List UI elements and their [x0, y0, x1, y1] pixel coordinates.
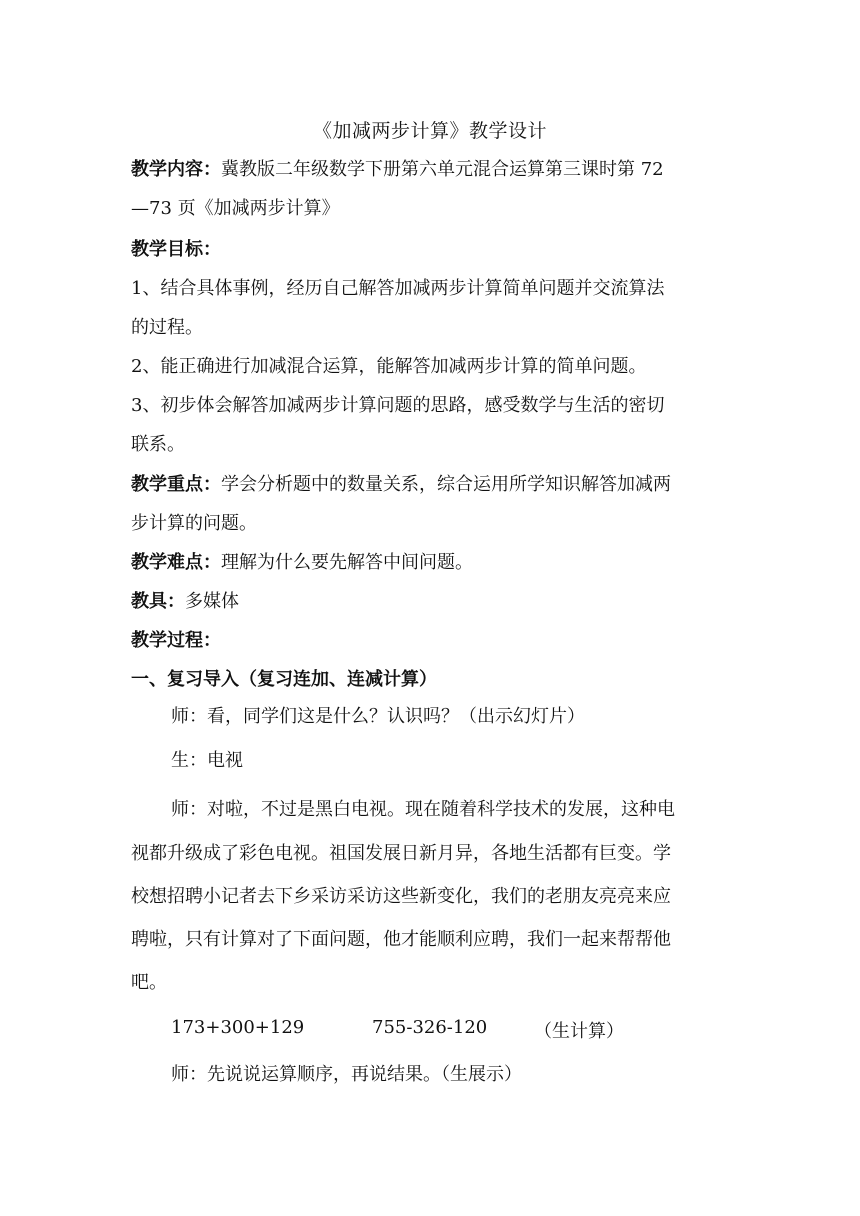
dialogue-line: 生：电视	[171, 750, 243, 771]
content-line	[131, 155, 731, 181]
section-heading: 一、复习导入（复习连加、连减计算）	[131, 669, 437, 690]
difficulty-label: 教学难点：	[131, 552, 221, 573]
tools-line	[131, 587, 731, 613]
objective-line: 的过程。	[131, 317, 203, 338]
page-title: 《加减两步计算》教学设计	[312, 120, 547, 142]
key-points-text: 学会分析题中的数量关系，综合运用所学知识解答加减两	[221, 474, 671, 495]
tools-label: 教具：	[131, 591, 185, 612]
calc-expression: 173+300+129	[171, 1017, 305, 1038]
key-points-label: 教学重点：	[131, 474, 221, 495]
objectives-label: 教学目标：	[131, 239, 221, 260]
key-points-line	[131, 470, 731, 496]
dialogue-line: 聘啦，只有计算对了下面问题，他才能顺利应聘，我们一起来帮帮他	[131, 929, 671, 950]
difficulty-line	[131, 548, 731, 574]
dialogue-line: 吧。	[131, 972, 167, 993]
calc-note: （生计算）	[534, 1021, 624, 1042]
tools-text: 多媒体	[185, 591, 239, 612]
objective-line: 1、结合具体事例，经历自己解答加减两步计算简单问题并交流算法	[131, 278, 665, 299]
dialogue-line: 师：先说说运算顺序，再说结果。（生展示）	[171, 1064, 522, 1085]
dialogue-line: 师：对啦，不过是黑白电视。现在随着科学技术的发展，这种电	[171, 799, 675, 820]
objective-line: 3、初步体会解答加减两步计算问题的思路，感受数学与生活的密切	[131, 395, 665, 416]
calc-expression: 755-326-120	[372, 1017, 488, 1038]
dialogue-line: 师：看，同学们这是什么？认识吗？（出示幻灯片）	[171, 706, 585, 727]
objective-line: 2、能正确进行加减混合运算，能解答加减两步计算的简单问题。	[131, 356, 647, 377]
content-label: 教学内容：	[131, 159, 221, 180]
process-label: 教学过程：	[131, 630, 221, 651]
calculation-row	[131, 1017, 731, 1041]
difficulty-text: 理解为什么要先解答中间问题。	[221, 552, 473, 573]
dialogue-line: 校想招聘小记者去下乡采访采访这些新变化，我们的老朋友亮亮来应	[131, 886, 671, 907]
objective-line: 联系。	[131, 434, 185, 455]
content-text: 冀教版二年级数学下册第六单元混合运算第三课时第 72	[221, 159, 664, 180]
key-points-line-2: 步计算的问题。	[131, 513, 257, 534]
dialogue-line: 视都升级成了彩色电视。祖国发展日新月异，各地生活都有巨变。学	[131, 843, 671, 864]
content-line-2: —73 页《加减两步计算》	[131, 198, 340, 219]
